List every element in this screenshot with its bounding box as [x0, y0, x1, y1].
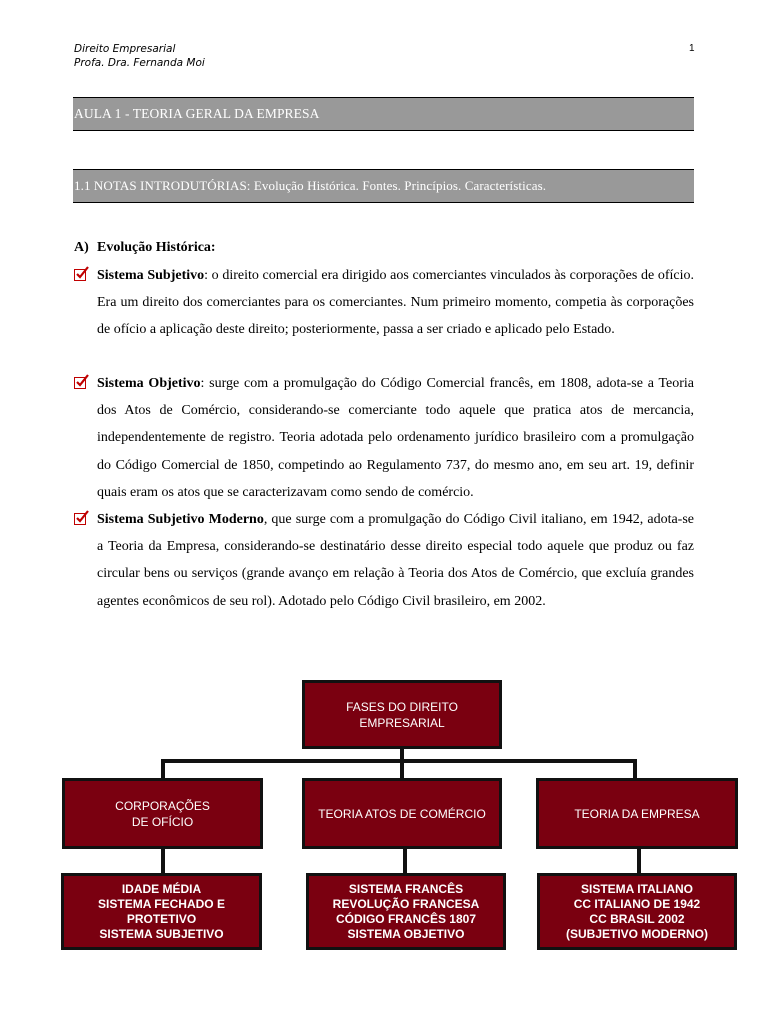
section-heading: [74, 240, 216, 256]
list-item-sistema-objetivo: [97, 370, 694, 506]
list-item-sistema-subjetivo-moderno: [97, 506, 694, 615]
checkbox-icon: [74, 377, 86, 389]
detail-line: IDADE MÉDIA: [121, 881, 202, 896]
document-header: [74, 42, 205, 70]
page-number: 1: [689, 43, 695, 54]
section-title: Evolução Histórica:: [97, 240, 216, 255]
detail-box-sistema-italiano: [537, 873, 737, 950]
detail-line: CC ITALIANO DE 1942: [573, 896, 701, 911]
section-letter: A): [74, 240, 89, 255]
connector-line: [633, 759, 637, 780]
list-item-sistema-subjetivo: [97, 262, 694, 344]
phase-title-line: CORPORAÇÕES: [115, 798, 210, 813]
detail-line: (SUBJETIVO MODERNO): [565, 926, 708, 941]
item-text: : o direito comercial era dirigido aos comerciantes vinculados às corporações de ofício. Era um direito dos comerciantes para os comerciantes. Num primeiro momento, competia às corporações de ofício a aplicação deste direito; posteriormente, passa a ser criado e aplicado pelo Estado.: [97, 268, 694, 338]
checkbox-icon: [74, 513, 86, 525]
connector-line: [161, 759, 165, 780]
connector-line: [403, 848, 407, 873]
detail-line: CC BRASIL 2002: [589, 911, 685, 926]
detail-box-idade-media: [61, 873, 262, 950]
item-text: : surge com a promulgação do Código Comercial francês, em 1808, adota-se a Teoria dos Atos de Comércio, considerando-se comerciante todo aquele que pratica atos de mercancia, independentemente de registro. Teoria adotada pelo ordenamento jurídico brasileiro com a promulgação do Código Comercial de 1850, competindo ao Regulamento 737, do mesmo ano, em seu art. 19, definir quais eram os atos que se caracterizavam como sendo de comércio.: [97, 376, 694, 500]
item-term: Sistema Subjetivo Moderno: [97, 512, 264, 527]
connector-line: [161, 848, 165, 873]
phase-box-corporacoes: [62, 778, 263, 849]
detail-box-sistema-frances: [306, 873, 506, 950]
root-label: FASES DO DIREITO EMPRESARIAL: [346, 699, 458, 730]
detail-line: REVOLUÇÃO FRANCESA: [332, 896, 480, 911]
phase-box-teoria-empresa: [536, 778, 738, 849]
subsection-title-band: 1.1 NOTAS INTRODUTÓRIAS: Evolução Histórica. Fontes. Princípios. Características.: [73, 169, 694, 203]
item-term: Sistema Subjetivo: [97, 268, 205, 283]
phase-title-line: TEORIA ATOS DE COMÉRCIO: [318, 806, 486, 821]
lesson-title-band: AULA 1 - TEORIA GERAL DA EMPRESA: [73, 97, 694, 131]
connector-line: [637, 848, 641, 873]
detail-line: SISTEMA FECHADO E PROTETIVO: [98, 896, 225, 926]
item-term: Sistema Objetivo: [97, 376, 201, 391]
detail-line: SISTEMA SUBJETIVO: [99, 926, 224, 941]
detail-line: SISTEMA OBJETIVO: [347, 926, 465, 941]
phase-title-line: TEORIA DA EMPRESA: [574, 806, 700, 821]
root-box: [302, 680, 502, 749]
connector-line: [161, 759, 637, 763]
checkbox-icon: [74, 269, 86, 281]
course-name: Direito Empresarial: [74, 43, 176, 55]
phase-box-atos-comercio: [302, 778, 502, 849]
detail-line: CÓDIGO FRANCÊS 1807: [335, 911, 477, 926]
item-text: , que surge com a promulgação do Código Civil italiano, em 1942, adota-se a Teoria da Empresa, considerando-se destinatário desse direito especial todo aquele que produz ou faz circular bens ou serviços (grande avanço em relação à Teoria dos Atos de Comércio, que excluía grandes agentes econômicos de seu rol). Adotado pelo Código Civil brasileiro, em 2002.: [97, 512, 694, 609]
connector-line: [400, 759, 404, 780]
professor-name: Profa. Dra. Fernanda Moi: [74, 57, 205, 69]
detail-line: SISTEMA ITALIANO: [581, 881, 693, 896]
phase-title-line: DE OFÍCIO: [131, 814, 194, 829]
detail-line: SISTEMA FRANCÊS: [348, 881, 464, 896]
